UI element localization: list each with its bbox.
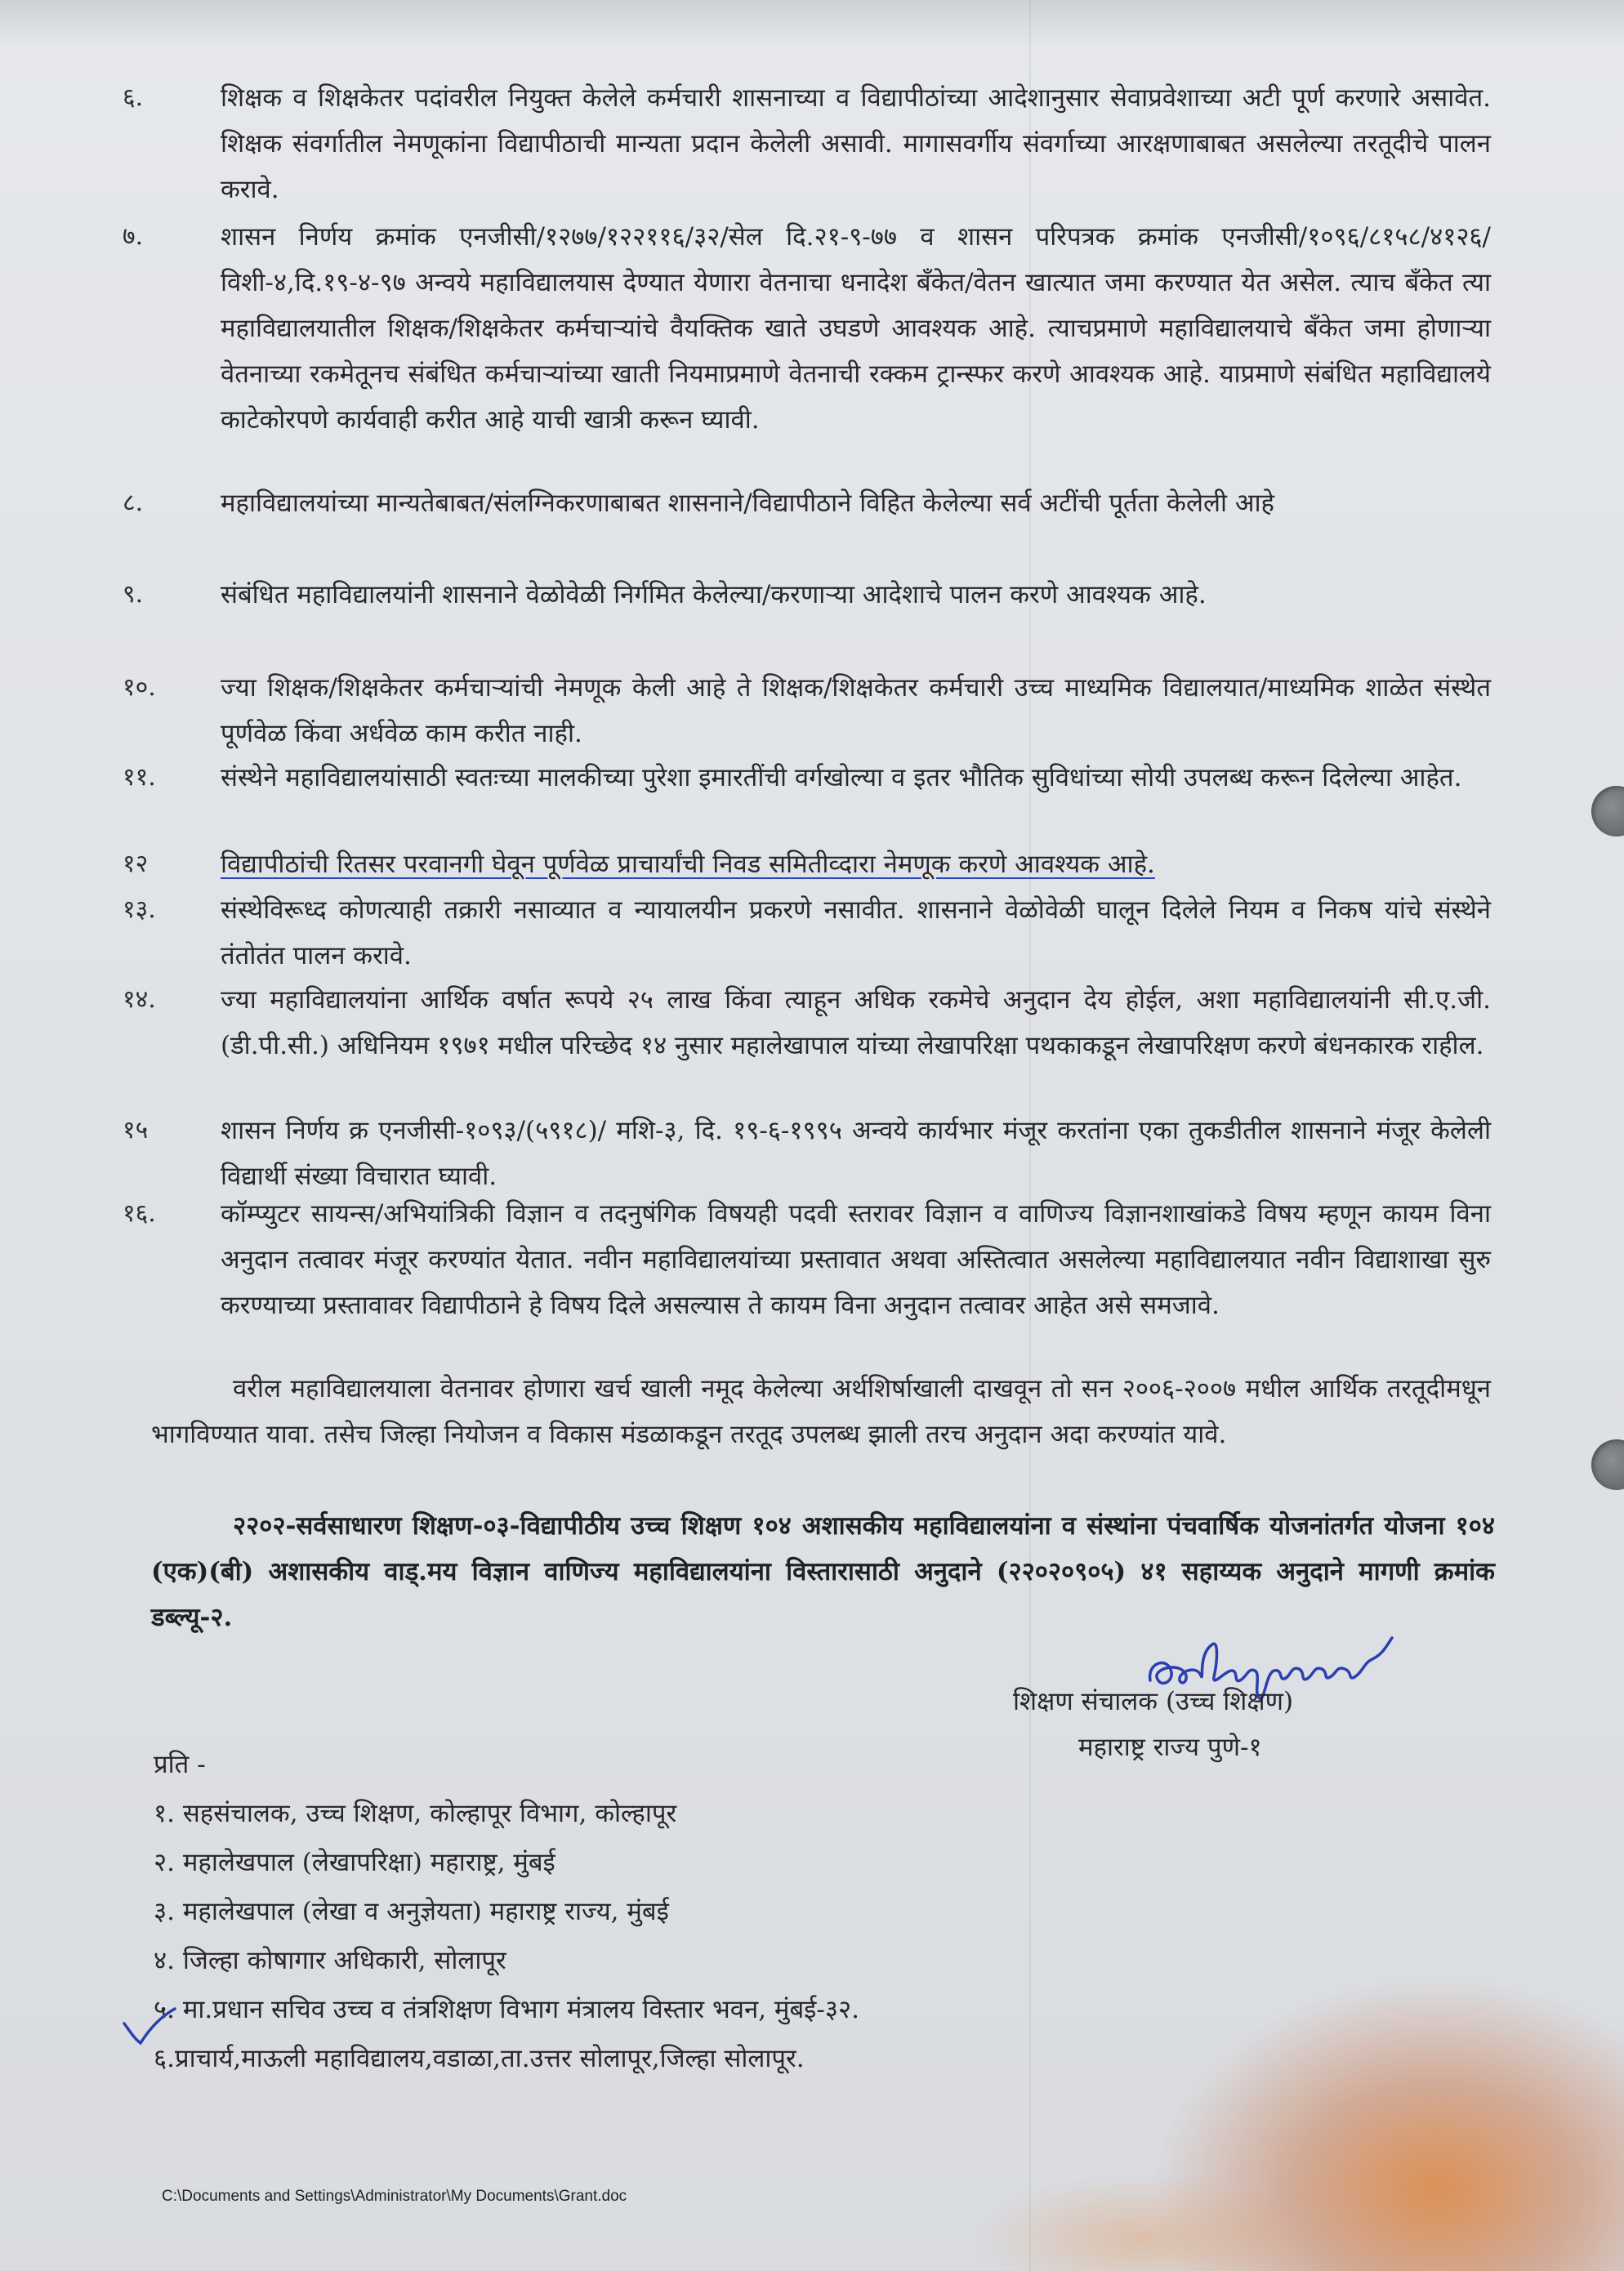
cc-recipient: २. महालेखपाल (लेखापरिक्षा) महाराष्ट्र, मुंबई xyxy=(154,1848,555,1877)
item-text-underlined: विद्यापीठांची रितसर परवानगी घेवून पूर्णवेळ प्राचार्यांची निवड समितीव्दारा नेमणूक करणे आवश्यक आहे. xyxy=(221,850,1155,879)
cc-recipient: ५. मा.प्रधान सचिव उच्च व तंत्रशिक्षण विभाग मंत्रालय विस्तार भवन, मुंबई-३२. xyxy=(154,1995,859,2024)
item-text: संबंधित महाविद्यालयांनी शासनाने वेळोवेळी निर्गमित केलेल्या/करणाऱ्या आदेशाचे पालन करणे आवश्यक आहे. xyxy=(221,580,1207,609)
item-number: ७. xyxy=(123,222,144,251)
item-text: संस्थेने महाविद्यालयांसाठी स्वतःच्या मालकीच्या पुरेशा इमारतींची वर्गखोल्या व इतर भौतिक सुविधांच्या सोयी उपलब्ध करून दिलेल्या आहेत. xyxy=(221,763,1462,792)
item-number: १६. xyxy=(123,1199,156,1228)
budget-head: २२०२-सर्वसाधारण शिक्षण-०३-विद्यापीठीय उच्च शिक्षण १०४ अशासकीय महाविद्यालयांना व संस्थांना पंचवार्षिक योजनांतर्गत योजना १०४ (एक)(बी) अशासकीय वाड्.मय विज्ञान वाणिज्य महाविद्यालयांना विस्तारासाठी अनुदाने (२२०२०९०५) ४१ सहाय्यक अनुदाने मागणी क्रमांक डब्ल्यू-२. xyxy=(151,1511,1495,1632)
handwritten-tick-mark xyxy=(121,2006,178,2046)
signatory-title: शिक्षण संचालक (उच्च शिक्षण) xyxy=(1013,1687,1294,1716)
item-number: ११. xyxy=(123,763,156,792)
item-text: कॉम्प्युटर सायन्स/अभियांत्रिकी विज्ञान व तदनुषंगिक विषयही पदवी स्तरावर विज्ञान व वाणिज्य विज्ञानशाखांकडे विषय म्हणून कायम विना अनुदान तत्वावर मंजूर करण्यांत येतात. नवीन महाविद्यालयांच्या प्रस्तावात अथवा अस्तित्वात असलेल्या महाविद्यालयात नवीन विद्याशाखा सुरु करण्याच्या प्रस्तावावर विद्यापीठाने हे विषय दिले असल्यास ते कायम विना अनुदान तत्वावर आहेत असे समजावे. xyxy=(221,1199,1491,1320)
cc-recipient: ६.प्राचार्य,माऊली महाविद्यालय,वडाळा,ता.उत्तर सोलापूर,जिल्हा सोलापूर. xyxy=(154,2044,805,2073)
item-number: १५ xyxy=(123,1116,149,1144)
item-number: ९. xyxy=(123,580,144,609)
item-number: १०. xyxy=(123,673,156,702)
punch-hole-top xyxy=(1591,786,1624,837)
item-number: ६. xyxy=(123,83,144,112)
item-text-wrapper xyxy=(221,841,1491,887)
file-path-footer: C:\Documents and Settings\Administrator\My Documents\Grant.doc xyxy=(162,2188,627,2205)
item-text: ज्या महाविद्यालयांना आर्थिक वर्षात रूपये २५ लाख किंवा त्याहून अधिक रकमेचे अनुदान देय होईल, अशा महाविद्यालयांनी सी.ए.जी.(डी.पी.सी.) अधिनियम १९७१ मधील परिच्छेद १४ नुसार महालेखापाल यांच्या लेखापरिक्षा पथकाकडून लेखापरिक्षण करणे बंधनकारक राहील. xyxy=(221,985,1491,1060)
cc-recipient-list xyxy=(154,1789,1216,2083)
item-text: शिक्षक व शिक्षकेतर पदांवरील नियुक्त केलेले कर्मचारी शासनाच्या व विद्यापीठांच्या आदेशानुसार सेवाप्रवेशाच्या अटी पूर्ण करणारे असावेत. शिक्षक संवर्गातील नेमणूकांना विद्यापीठाची मान्यता प्रदान केलेली असावी. मागासवर्गीय संवर्गाच्या आरक्षणाबाबत असलेल्या तरतूदीचे पालन करावे. xyxy=(221,83,1491,204)
item-text: शासन निर्णय क्र एनजीसी-१०९३/(५९१८)/ मशि-३, दि. १९-६-१९९५ अन्वये कार्यभार मंजूर करतांना एका तुकडीतील शासनाने मंजूर केलेली विद्यार्थी संख्या विचारात घ्यावी. xyxy=(221,1116,1491,1191)
item-text: महाविद्यालयांच्या मान्यतेबाबत/संलग्निकरणाबाबत शासनाने/विद्यापीठाने विहित केलेल्या सर्व अटींची पूर्तता केलेली आहे xyxy=(221,489,1275,518)
item-number: १२ xyxy=(123,850,149,878)
closing-paragraph: वरील महाविद्यालयाला वेतनावर होणारा खर्च खाली नमूद केलेल्या अर्थशिर्षाखाली दाखवून तो सन २००६-२००७ मधील आर्थिक तरतूदीमधून भागविण्यात यावा. तसेच जिल्हा नियोजन व विकास मंडळाकडून तरतूद उपलब्ध झाली तरच अनुदान अदा करण्यांत यावे. xyxy=(151,1374,1491,1449)
item-text: ज्या शिक्षक/शिक्षकेतर कर्मचाऱ्यांची नेमणूक केली आहे ते शिक्षक/शिक्षकेतर कर्मचारी उच्च माध्यमिक विद्यालयात/माध्यमिक शाळेत संस्थेत पूर्णवेळ किंवा अर्धवेळ काम करीत नाही. xyxy=(221,673,1491,748)
signatory-place: महाराष्ट्र राज्य पुणे-१ xyxy=(1078,1733,1262,1762)
cc-recipient: १. सहसंचालक, उच्च शिक्षण, कोल्हापूर विभाग, कोल्हापूर xyxy=(154,1799,677,1828)
cc-recipient: ४. जिल्हा कोषागार अधिकारी, सोलापूर xyxy=(154,1946,506,1975)
item-number: १३. xyxy=(123,895,156,924)
scan-shadow xyxy=(0,0,1624,49)
item-number: १४. xyxy=(123,985,156,1014)
item-text: शासन निर्णय क्रमांक एनजीसी/१२७७/१२२११६/३२/सेल दि.२१-९-७७ व शासन परिपत्रक क्रमांक एनजीसी/१०९६/८१५८/४१२६/विशी-४,दि.१९-४-९७ अन्वये महाविद्यालयास देण्यात येणारा वेतनाचा धनादेश बँकेत/वेतन खात्यात जमा करण्यात येत असेल. त्याच बँकेत त्या महाविद्यालयातील शिक्षक/शिक्षकेतर कर्मचाऱ्यांचे वैयक्तिक खाते उघडणे आवश्यक आहे. त्याचप्रमाणे महाविद्यालयाचे बँकेत जमा होणाऱ्या वेतनाच्या रकमेतूनच संबंधित कर्मचाऱ्यांच्या खाती नियमाप्रमाणे वेतनाची रक्कम ट्रान्स्फर करणे आवश्यक आहे. याप्रमाणे संबंधित महाविद्यालये काटेकोरपणे कार्यवाही करीत आहे याची खात्री करून घ्यावी. xyxy=(221,222,1491,435)
cc-recipient: ३. महालेखपाल (लेखा व अनुज्ञेयता) महाराष्ट्र राज्य, मुंबई xyxy=(154,1897,669,1926)
cc-label: प्रति - xyxy=(154,1750,206,1779)
item-number: ८. xyxy=(123,489,144,517)
punch-hole-bottom xyxy=(1591,1439,1624,1490)
item-text: संस्थेविरूध्द कोणत्याही तक्रारी नसाव्यात व न्यायालयीन प्रकरणे नसावीत. शासनाने वेळोवेळी घालून दिलेले नियम व निकष यांचे संस्थेने तंतोतंत पालन करावे. xyxy=(221,895,1491,970)
